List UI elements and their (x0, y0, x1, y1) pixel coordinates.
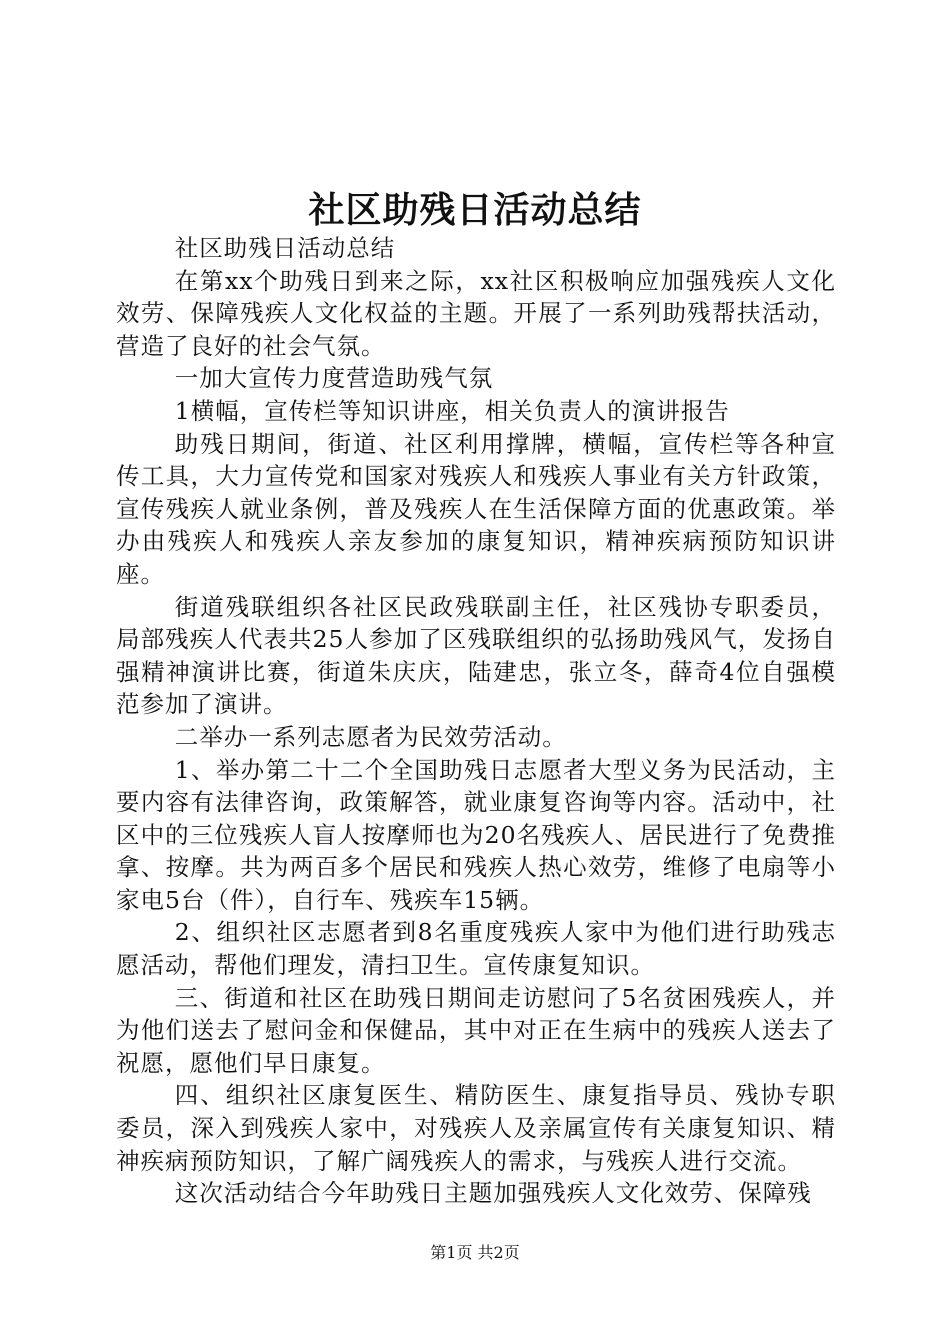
paragraph: 街道残联组织各社区民政残联副主任，社区残协专职委员，局部残疾人代表共25人参加了区残联组织的弘扬助残风气，发扬自强精神演讲比赛，街道朱庆庆，陆建忠，张立冬，薛奇4位自强模范参加了演讲。 (116, 592, 836, 719)
paragraph: 助残日期间，街道、社区利用撑牌，横幅，宣传栏等各种宣传工具，大力宣传党和国家对残疾人和残疾人事业有关方针政策，宣传残疾人就业条例，普及残疾人在生活保障方面的优惠政策。举办由残疾人和残疾人亲友参加的康复知识，精神疾病预防知识讲座。 (116, 429, 836, 588)
document-body (116, 232, 836, 1210)
paragraph: 社区助残日活动总结 (174, 234, 396, 262)
paragraph: 三、街道和社区在助残日期间走访慰问了5名贫困残疾人，并为他们送去了慰问金和保健品，其中对正在生病中的残疾人送去了祝愿，愿他们早日康复。 (116, 983, 836, 1077)
paragraph: 1、举办第二十二个全国助残日志愿者大型义务为民活动，主要内容有法律咨询，政策解答，就业康复咨询等内容。活动中，社区中的三位残疾人盲人按摩师也为20名残疾人、居民进行了免费推拿、按摩。共为两百多个居民和残疾人热心效劳，维修了电扇等小家电5台（件），自行车、残疾车15辆。 (116, 755, 836, 914)
paragraph: 这次活动结合今年助残日主题加强残疾人文化效劳、保障残 (174, 1179, 812, 1208)
paragraph: 四、组织社区康复医生、精防医生、康复指导员、残协专职委员，深入到残疾人家中，对残疾人及亲属宣传有关康复知识、精神疾病预防知识，了解广阔残疾人的需求，与残疾人进行交流。 (116, 1081, 836, 1175)
page-footer: 第1页 共2页 (430, 1243, 520, 1262)
paragraph: 1横幅，宣传栏等知识讲座，相关负责人的演讲报告 (174, 396, 730, 425)
section-heading: 一加大宣传力度营造助残气氛 (174, 364, 494, 393)
paragraph: 在第xx个助残日到来之际，xx社区积极响应加强残疾人文化效劳、保障残疾人文化权益的主题。开展了一系列助残帮扶活动，营造了良好的社会气氛。 (116, 266, 836, 360)
section-heading: 二举办一系列志愿者为民效劳活动。 (174, 722, 567, 751)
paragraph: 2、组织社区志愿者到8名重度残疾人家中为他们进行助残志愿活动，帮他们理发，清扫卫生。宣传康复知识。 (116, 918, 836, 980)
document-title: 社区助残日活动总结 (308, 189, 642, 231)
